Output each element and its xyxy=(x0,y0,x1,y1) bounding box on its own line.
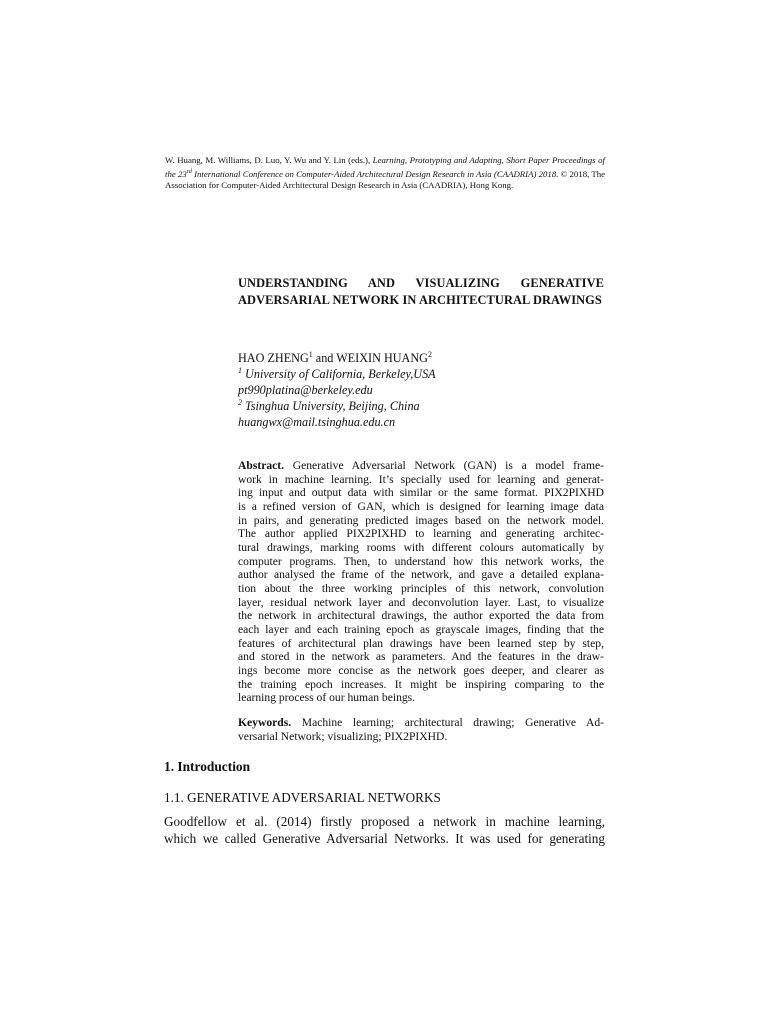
affiliation-text: University of California, Berkeley,USA xyxy=(242,367,436,381)
keywords-text: Machine learning; architectural drawing; Generative Ad- xyxy=(291,716,604,729)
section-heading: 1. Introduction xyxy=(164,759,251,774)
abstract-line: learning process of our human beings. xyxy=(238,691,416,705)
body-line: Goodfellow et al. (2014) firstly proposed a network in machine learning, xyxy=(164,814,605,829)
author-email: pt990platina@berkeley.edu xyxy=(238,383,373,397)
abstract-line: author analysed the frame of the network, and gave a detailed explana- xyxy=(238,568,604,582)
title-line: DRAWINGS xyxy=(532,293,602,307)
keywords-line: versarial Network; visualizing; PIX2PIXHD. xyxy=(238,729,448,743)
abstract-line: ing input and output data with similar or the same format. PIX2PIXHD xyxy=(238,486,604,500)
abstract-line: each layer and each training epoch as grayscale images, finding that the xyxy=(238,622,604,636)
book-title-part: International Conference on Computer-Aided Architectural Design Research xyxy=(191,168,465,179)
abstract-line: computer programs. Then, to understand how this network works, the xyxy=(238,554,604,568)
author-name: HAO ZHENG xyxy=(238,351,309,365)
abstract-line: the network in architectural drawings, the author exported the data from xyxy=(238,609,604,623)
abstract-line: and stored in the network as parameters. And the features in the draw- xyxy=(238,650,604,664)
editors-text: W. Huang, M. Williams, D. Luo, Y. Wu and Y. Lin (eds.), xyxy=(165,155,371,165)
subsection-heading: 1.1. GENERATIVE ADVERSARIAL NETWORKS xyxy=(164,790,441,805)
body-text xyxy=(164,813,605,847)
paper-title xyxy=(238,275,604,309)
author-name: WEIXIN HUANG xyxy=(336,351,428,365)
abstract-line: is a refined version of GAN, which is designed for learning image data xyxy=(238,499,604,513)
abstract-line: ings become more concise as the network goes deeper, and clearer as xyxy=(238,663,604,677)
abstract-line xyxy=(238,459,604,473)
title-line: UNDERSTANDING AND VISUALIZING GENERATIVE xyxy=(238,276,604,290)
affiliation-marker: 1 xyxy=(238,365,242,375)
copyright-text: © 2018, The Association for Computer-Aided Architectural Design Research in xyxy=(165,168,606,190)
abstract-line: the training epoch increases. It might be inspiring comparing to the xyxy=(238,677,604,691)
author-names xyxy=(238,350,604,366)
body-line: which we called Generative Adversarial Networks. It was used for generating xyxy=(164,831,605,846)
affiliation-marker: 2 xyxy=(427,349,432,359)
title-line: ADVERSARIAL NETWORK IN ARCHITECTURAL xyxy=(238,293,530,307)
ordinal-suffix: rd xyxy=(186,168,192,175)
affiliation-marker: 2 xyxy=(238,397,242,407)
proceedings-header xyxy=(165,155,605,191)
affiliation-text: Tsinghua University, Beijing, China xyxy=(242,399,420,413)
author-block xyxy=(238,350,604,430)
abstract-line: in pairs, and generating predicted images based on the network model. xyxy=(238,513,604,527)
keywords xyxy=(238,716,604,743)
keywords-label: Keywords. xyxy=(238,716,292,729)
abstract-line: work in machine learning. It’s specially used for learning and generat- xyxy=(238,472,604,486)
book-title-part: Learning, Prototyping and Adapting, Short xyxy=(372,155,526,165)
affiliation-2 xyxy=(238,398,604,414)
abstract-line: The author applied PIX2PIXHD to learning and generating architec- xyxy=(238,527,604,541)
abstract-line: features of architectural plan drawings have been learned step by step, xyxy=(238,636,604,650)
abstract xyxy=(238,459,604,705)
author-conjunction: and xyxy=(312,351,337,365)
abstract-line: tion about the three working principles of this network, convolution xyxy=(238,581,604,595)
abstract-line: layer, residual network layer and deconvolution layer. Last, to visualize xyxy=(238,595,604,609)
keywords-line xyxy=(238,716,604,730)
affiliation-marker: 1 xyxy=(308,349,313,359)
book-title-part: Paper Proceedings of the 23 xyxy=(165,155,605,179)
abstract-label: Abstract. xyxy=(238,459,285,472)
copyright-text: Asia (CAADRIA), Hong Kong. xyxy=(401,179,514,190)
book-title-part: in Asia (CAADRIA) 2018. xyxy=(467,168,559,179)
abstract-text: Generative Adversarial Network (GAN) is a model frame- xyxy=(284,459,604,472)
abstract-line: tural drawings, marking rooms with different colours automatically by xyxy=(238,540,604,554)
affiliation-1 xyxy=(238,366,604,382)
author-email: huangwx@mail.tsinghua.edu.cn xyxy=(238,415,396,429)
